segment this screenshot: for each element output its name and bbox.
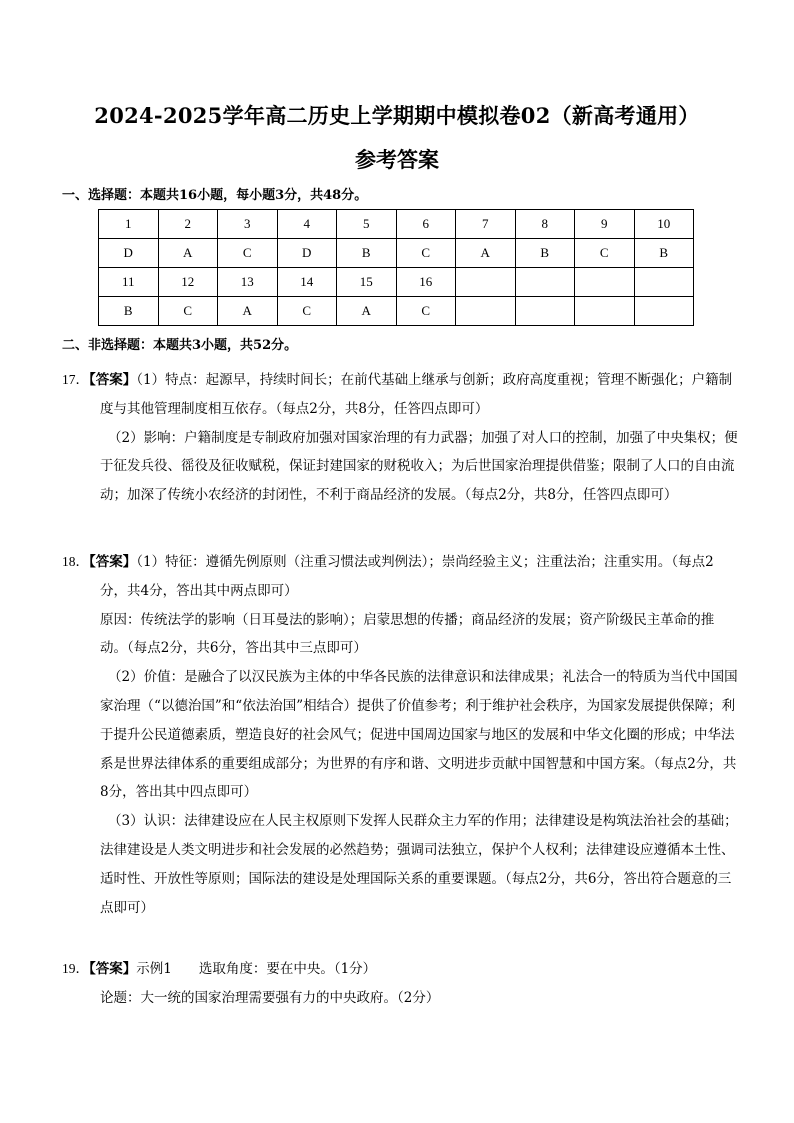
- table-cell: A: [158, 239, 218, 268]
- question-number: 18．: [62, 554, 89, 569]
- table-cell: 13: [218, 268, 278, 297]
- q18-part1: [62, 548, 738, 606]
- table-cell: 3: [218, 210, 278, 239]
- table-cell: 9: [575, 210, 635, 239]
- q17-part1: [62, 366, 738, 424]
- q17-part1-text: （1）特点：起源早，持续时间长；在前代基础上继承与创新；政府高度重视；管理不断强化；户籍制度与其他管理制度相互依存。（每点2分，共8分，任答四点即可）: [100, 372, 733, 417]
- table-cell: 11: [99, 268, 159, 297]
- page-subtitle: 参考答案: [355, 147, 439, 172]
- table-cell: [634, 297, 694, 326]
- question-17-answer: [62, 366, 738, 510]
- table-cell: A: [337, 297, 397, 326]
- question-19-answer: [62, 955, 738, 1013]
- table-cell: 4: [277, 210, 337, 239]
- answer-table: [98, 209, 694, 326]
- q19-line2: 论题：大一统的国家治理需要强有力的中央政府。（2分）: [100, 989, 440, 1006]
- table-cell: C: [575, 239, 635, 268]
- q17-part2: （2）影响：户籍制度是专制政府加强对国家治理的有力武器；加强了对人口的控制，加强了中央集权；便于征发兵役、徭役及征收赋税，保证封建国家的财税收入；为后世国家治理提供借鉴；限制了人口的自由流动；加深了传统小农经济的封闭性，不利于商品经济的发展。（每点2分，共8分，任答四点即可）: [100, 429, 738, 504]
- q18-part2: （2）价值：是融合了以汉民族为主体的中华各民族的法律意识和法律成果；礼法合一的特质为当代中国国家治理（“以德治国”和“依法治国”相结合）提供了价值参考；利于维护社会秩序，为国家发展提供保障；利于提升公民道德素质，塑造良好的社会风气；促进中国周边国家与地区的发展和中华文化圈的形成；中华法系是世界法律体系的重要组成部分；为世界的有序和谐、文明进步贡献中国智慧和中国方案。（每点2分，共8分，答出其中四点即可）: [100, 669, 738, 801]
- question-18-answer: [62, 548, 738, 922]
- table-cell: [456, 268, 516, 297]
- table-cell: 2: [158, 210, 218, 239]
- table-cell: [575, 297, 635, 326]
- q19-line1-text: 示例1 选取角度：要在中央。（1分）: [136, 961, 377, 977]
- table-cell: A: [456, 239, 516, 268]
- table-cell: 14: [277, 268, 337, 297]
- table-cell: 12: [158, 268, 218, 297]
- table-cell: 10: [634, 210, 694, 239]
- table-cell: C: [158, 297, 218, 326]
- table-cell: 6: [396, 210, 456, 239]
- q18-part1-text: （1）特征：遵循先例原则（注重习惯法或判例法）；崇尚经验主义；注重法治；注重实用。（每点2分，共4分，答出其中两点即可）: [100, 554, 714, 599]
- table-cell: D: [99, 239, 159, 268]
- table-cell: [575, 268, 635, 297]
- table-cell: 15: [337, 268, 397, 297]
- table-cell: [634, 268, 694, 297]
- question-number: 19．: [62, 961, 89, 976]
- table-cell: B: [515, 239, 575, 268]
- page-title: 2024-2025学年高二历史上学期期中模拟卷02（新高考通用）: [94, 103, 700, 128]
- table-cell: 7: [456, 210, 516, 239]
- table-cell: A: [218, 297, 278, 326]
- table-row: [99, 210, 694, 239]
- table-cell: B: [99, 297, 159, 326]
- section-choice-heading: 一、选择题：本题共16小题，每小题3分，共48分。: [62, 188, 368, 203]
- question-number: 17．: [62, 372, 89, 387]
- table-cell: C: [218, 239, 278, 268]
- q18-reason: 原因：传统法学的影响（日耳曼法的影响）；启蒙思想的传播；商品经济的发展；资产阶级民主革命的推动。（每点2分，共6分，答出其中三点即可）: [100, 611, 715, 657]
- table-cell: 8: [515, 210, 575, 239]
- table-cell: D: [277, 239, 337, 268]
- table-cell: [515, 268, 575, 297]
- answer-tag: 【答案】: [89, 961, 137, 977]
- table-cell: 16: [396, 268, 456, 297]
- table-cell: 1: [99, 210, 159, 239]
- table-row: [99, 297, 694, 326]
- table-cell: [456, 297, 516, 326]
- table-cell: B: [337, 239, 397, 268]
- table-cell: C: [396, 297, 456, 326]
- table-cell: 5: [337, 210, 397, 239]
- table-cell: C: [396, 239, 456, 268]
- table-cell: [515, 297, 575, 326]
- answer-tag: 【答案】: [89, 372, 137, 388]
- section-nonchoice-heading: 二、非选择题：本题共3小题，共52分。: [62, 338, 298, 353]
- table-row: [99, 239, 694, 268]
- table-cell: B: [634, 239, 694, 268]
- q18-part3: （3）认识：法律建设应在人民主权原则下发挥人民群众主力军的作用；法律建设是构筑法治社会的基础；法律建设是人类文明进步和社会发展的必然趋势；强调司法独立，保护个人权利；法律建设应遵循本土性、适时性、开放性等原则；国际法的建设是处理国际关系的重要课题。（每点2分，共6分，答出符合题意的三点即可）: [100, 813, 738, 916]
- answer-tag: 【答案】: [89, 554, 137, 570]
- q19-line1: [62, 955, 738, 984]
- table-row: [99, 268, 694, 297]
- table-cell: C: [277, 297, 337, 326]
